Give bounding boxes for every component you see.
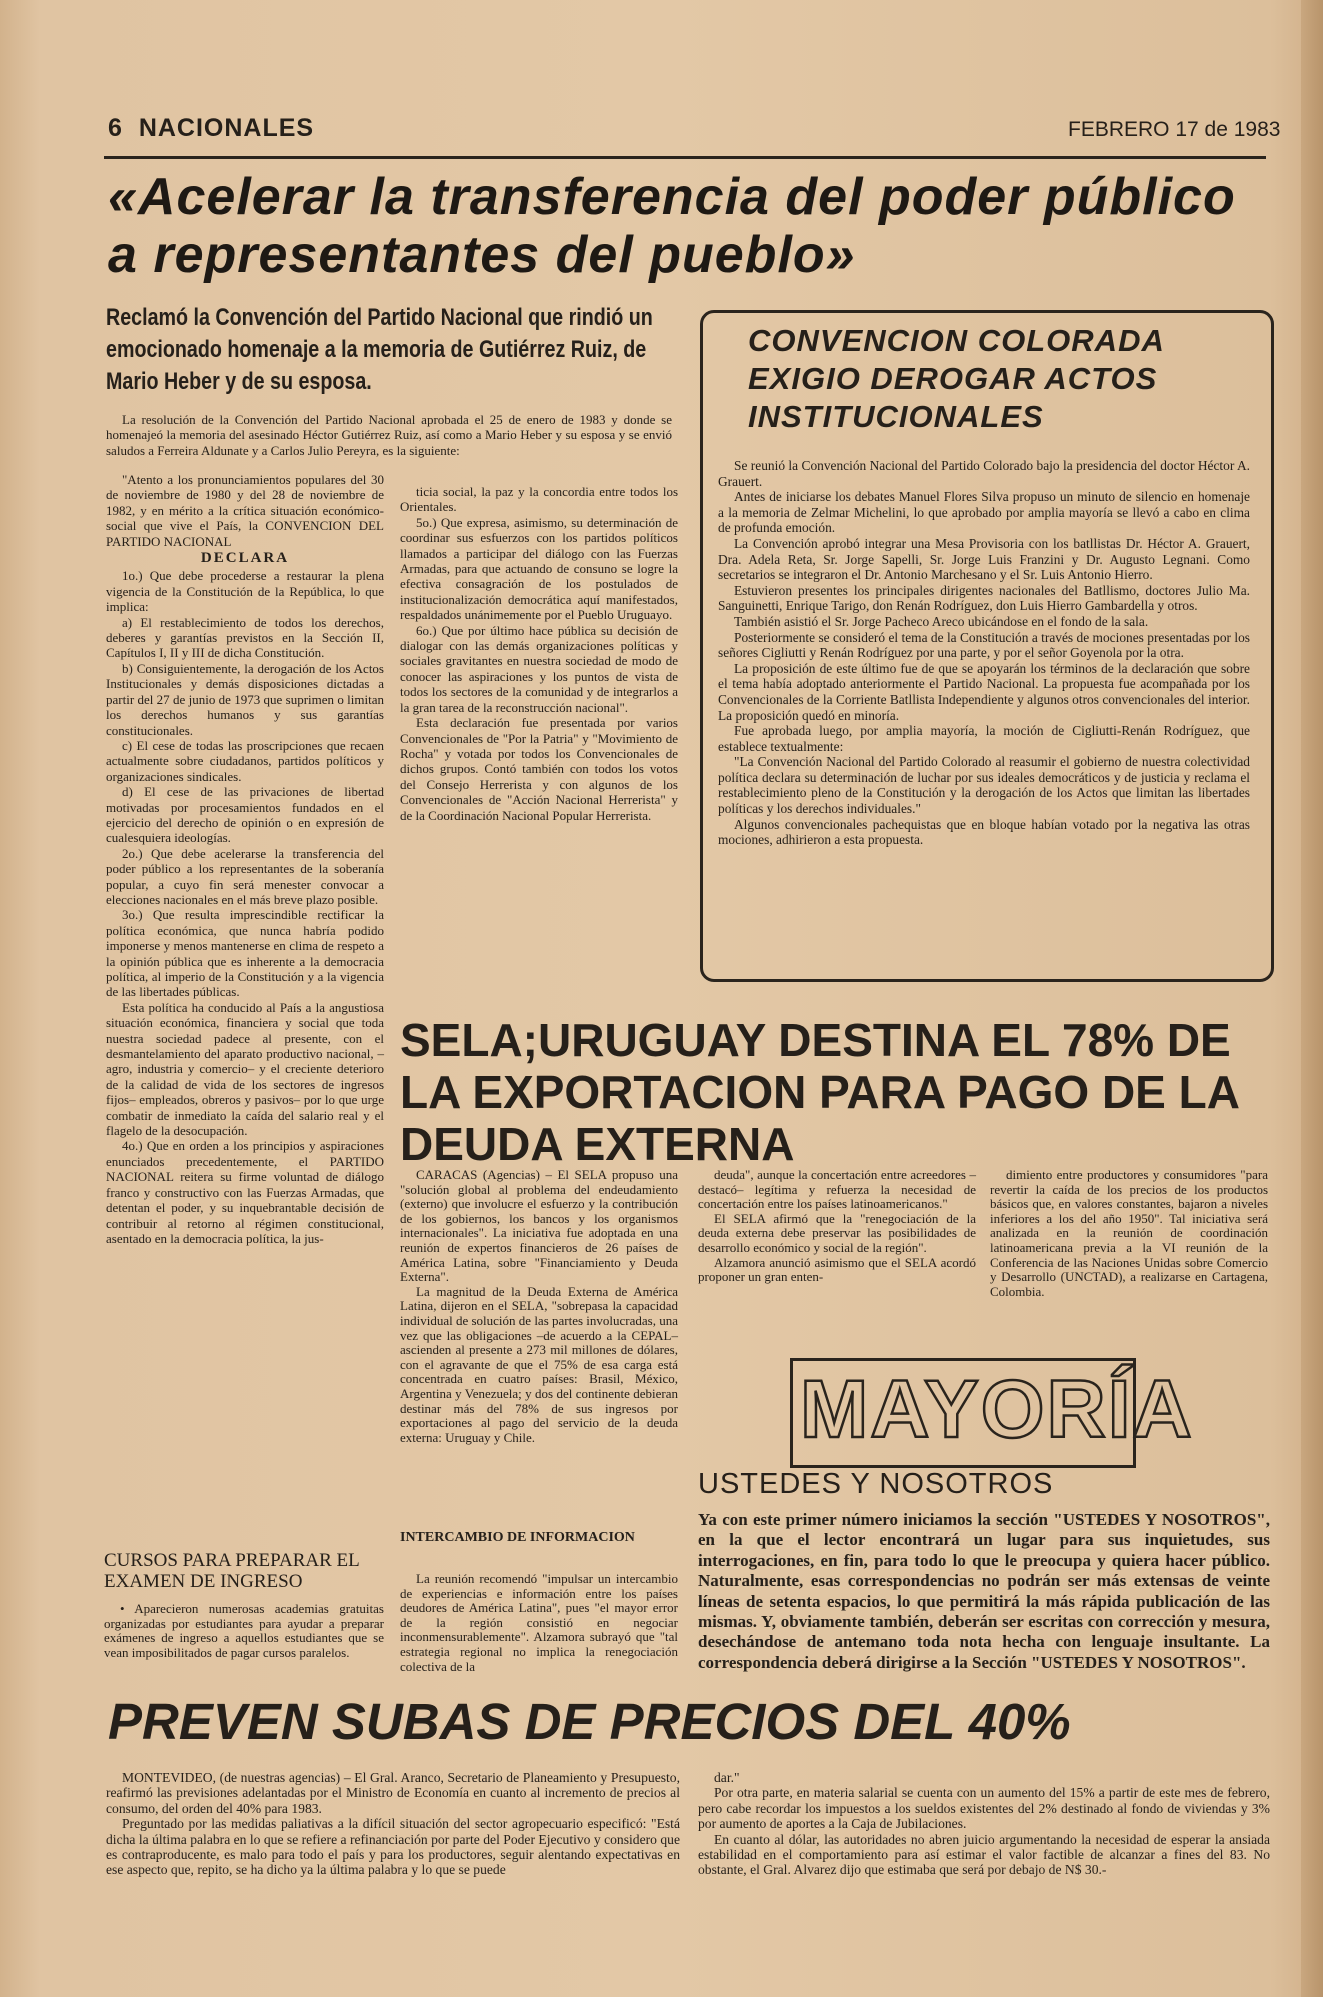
article-paragraph: Se reunió la Convención Nacional del Partido Colorado bajo la presidencia del doctor Héctor A. Grauert.: [718, 458, 1250, 489]
page-section-header: [108, 114, 314, 143]
article-paragraph: MONTEVIDEO, (de nuestras agencias) – El Gral. Aranco, Secretario de Planeamiento y Presupuesto, reafirmó las previsiones adelantadas por el Ministro de Economía en cuanto al incremento de precios al consumo, del orden del 40% para 1983.: [106, 1770, 680, 1816]
article-paragraph: También asistió el Sr. Jorge Pacheco Areco ubicándose en el fondo de la sala.: [734, 613, 1149, 629]
colorada-headline: CONVENCION COLORADA EXIGIO DEROGAR ACTOS INSTITUCIONALES: [748, 323, 1164, 434]
preven-column-1: [106, 1770, 680, 1878]
main-subheadline: Reclamó la Convención del Partido Nacional que rindió un emocionado homenaje a la memoria de Gutiérrez Ruiz, de Mario Heber y de su esposa.: [106, 304, 653, 395]
article-paragraph: La Convención aprobó integrar una Mesa Provisoria con los batllistas Dr. Héctor A. Grauert, Dra. Adela Reta, Sr. Jorge Sapelli, Sr. Jorge Luis Franzini y Dr. Augusto Legnani. Como secretarios se integraron el Dr. Antonio Marchesano y el Sr. Luis Antonio Hierro.: [718, 535, 1250, 583]
article-paragraph: Preguntado por las medidas paliativas a la difícil situación del sector agropecuario especificó: "Está dicha la última palabra en lo que se refiere a refinanciación por parte del Poder Ejecutivo y considero que es contraproducente, es malo para todo el país y para los productores, seguir alentando expectativas en ese aspecto que, repito, se ha dicho ya la última palabra y lo que se puede: [106, 1816, 680, 1878]
page-number: 6: [108, 114, 123, 142]
intercambio-body: [400, 1572, 678, 1674]
article-paragraph: 3o.) Que resulta imprescindible rectificar la política económica, que nunca habría podido imponerse y menos mantenerse en clima de respeto a la opinión pública que es inherente a la democracia política, al imperio de la Constitución y a la vigencia de las libertades públicas.: [106, 907, 384, 1000]
article-paragraph: dimiento entre productores y consumidores "para revertir la caída de los precios de los productos básicos que, en valores constantes, bajaron a niveles inferiores a los del año 1950". Tal iniciativa será analizada en la reunión de coordinación latinoamericana previa a la VI reunión de la Conferencia de las Naciones Unidas sobre Comercio y Desarrollo (UNCTAD), a realizarse en Cartagena, Colombia.: [990, 1167, 1268, 1299]
mayoria-logo: MAYORÍA: [800, 1364, 1194, 1455]
article-paragraph: Fue aprobada luego, por amplia mayoría, la moción de Cigliutti-Renán Rodríguez, que establece textualmente:: [718, 723, 1250, 754]
header-rule: [104, 156, 1266, 159]
main-intro: [106, 412, 672, 458]
main-column-1: [106, 472, 384, 1246]
article-paragraph: Por otra parte, en materia salarial se cuenta con un aumento del 15% a partir de este mes de febrero, pero cabe recordar los impuestos a los sueldos existentes del 2% destinado al fondo de viviendas y 3% por aumento de aportes a la Caja de Jubilaciones.: [698, 1785, 1270, 1832]
cursos-headline: CURSOS PARA PREPARAR EL EXAMEN DE INGRESO: [104, 1550, 360, 1592]
article-paragraph: • Aparecieron numerosas academias gratuitas organizadas por estudiantes para ayudar a preparar exámenes de ingreso a aquellos estudiantes que se vean imposibilitados de pagar cursos paralelos.: [104, 1601, 384, 1660]
sela-column-2: [698, 1168, 976, 1285]
article-paragraph: La magnitud de la Deuda Externa de América Latina, dijeron en el SELA, "sobrepasa la capacidad individual de solución de las partes involucradas, una vez que las obligaciones –de acuerdo a la CEPAL– ascienden al presente a 273 mil millones de dólares, con el agravante de que el 75% de esa carga está concentrada en cuatro países: Brasil, México, Argentina y Venezuela; y dos del continente debieran destinar más del 78% de sus ingresos por exportaciones al pago del servicio de la deuda externa: Uruguay y Chile.: [400, 1283, 678, 1445]
sela-column-1: [400, 1168, 678, 1445]
article-paragraph: El SELA afirmó que la "renegociación de la deuda externa debe preservar las posibilidades de desarrollo económico y social de la región".: [698, 1210, 976, 1255]
article-paragraph: Algunos convencionales pachequistas que en bloque habían votado por la negativa las otras mociones, adhirieron a esta propuesta.: [718, 816, 1250, 848]
main-column-2: [400, 484, 678, 823]
article-paragraph: Esta política ha conducido al País a la angustiosa situación económica, financiera y social que toda nuestra sociedad padece al presente, con el desmantelamiento del aparato productivo nacional, –agro, industria y comercio– y el creciente deterioro de la calidad de vida de los sectores de ingresos fijos– empleados, obreros y pasivos– por lo que urge combatir de inmediato la caída del salario real y el flagelo de la desocupación.: [106, 999, 384, 1139]
article-paragraph: En cuanto al dólar, las autoridades no abren juicio argumentando la necesidad de esperar la ansiada estabilidad en el comportamiento para así estimar el valor factible de alcanzar a fines del 83. No obstante, el Gral. Alvarez dijo que estimaba que será por debajo de N$ 30.-: [698, 1831, 1270, 1878]
article-paragraph: CARACAS (Agencias) – El SELA propuso una "solución global al problema del endeudamiento (externo) que involucre el esfuerzo y la contribución de los gobiernos, los bancos y los organismos internacionales". La iniciativa fue adoptada en una reunión de expertos financieros de 26 países de América Latina, sobre "Financiamiento y Deuda Externa".: [400, 1167, 678, 1285]
article-paragraph: a) El restablecimiento de todos los derechos, deberes y garantías previstos en la Sección II, Capítulos I, II y III de dicha Constitución.: [106, 614, 384, 661]
preven-headline: PREVEN SUBAS DE PRECIOS DEL 40%: [108, 1693, 1071, 1750]
ustedes-y-nosotros-body: Ya con este primer número iniciamos la sección "USTEDES Y NOSOTROS", en la que el lector encontrará un lugar para sus inquietudes, sus interrogaciones, en fin, para todo lo que le preocupa y quiera hacer público. Naturalmente, esas correspondencias no podrán ser más extensas de veinte líneas de setenta espacios, lo que permitirá la más rápida publicación de las mismas. Y, obviamente también, deberán ser escritas con corrección y mesura, desechándose de antemano toda nota hecha con lenguaje insultante. La correspondencia deberá dirigirse a la Sección "USTEDES Y NOSOTROS".: [698, 1510, 1270, 1672]
article-paragraph: Estuvieron presentes los principales dirigentes nacionales del Batllismo, doctores Julio Ma. Sanguinetti, Enrique Tarigo, don Renán Rodríguez, don Luis Hierro Gambardella y otros.: [718, 582, 1250, 614]
cursos-body: [104, 1602, 384, 1660]
declara-heading: DECLARA: [200, 550, 290, 567]
preven-column-2: [698, 1770, 1270, 1878]
article-paragraph: 1o.) Que debe procederse a restaurar la plena vigencia de la Constitución de la República, lo que implica:: [106, 568, 384, 615]
colorada-body: [718, 458, 1250, 848]
article-paragraph: "La Convención Nacional del Partido Colorado al reasumir el gobierno de nuestra colectividad política declara su determinación de luchar por sus ideales democráticos y de justicia y reclama el restablecimiento pleno de la Constitución y la derogación de los Actos que limitan las libertades políticas y los derechos individuales.": [718, 754, 1250, 817]
article-paragraph: La proposición de este último fue de que se apoyarán los términos de la declaración que sobre el tema había adoptado anteriormente el Partido Nacional. La propuesta fue acompañada por los Convencionales de la Corriente Batllista Independiente y algunos otros convencionales del interior. La proposición quedó en minoría.: [718, 660, 1250, 723]
sela-headline: SELA;URUGUAY DESTINA EL 78% DE LA EXPORTACION PARA PAGO DE LA DEUDA EXTERNA: [400, 1014, 1239, 1170]
sela-column-3: [990, 1168, 1268, 1299]
article-paragraph: "Atento a los pronunciamientos populares del 30 de noviembre de 1980 y del 28 de noviembre de 1982, y en mérito a la crítica situación económico-social que vive el País, la CONVENCION DEL PARTIDO NACIONAL: [106, 472, 384, 549]
article-paragraph: Antes de iniciarse los debates Manuel Flores Silva propuso un minuto de silencio en homenaje a la memoria de Zelmar Michelini, lo que aprobado por amplia mayoría se llevó a cabo en clima de profunda emoción.: [718, 489, 1250, 536]
article-paragraph: d) El cese de las privaciones de libertad motivadas por procesamientos fundados en el ejercicio del derecho de opinión o en expresión de cualesquiera ideologías.: [106, 784, 384, 846]
article-paragraph: 6o.) Que por último hace pública su decisión de dialogar con las demás organizaciones políticas y sociales gravitantes en nuestra sociedad de modo de conocer las aspiraciones y los puntos de vista de todos los sectores de la comunidad y de integrarlos a la gran tarea de la reconstrucción nacional".: [400, 622, 678, 715]
article-paragraph: Alzamora anunció asimismo que el SELA acordó proponer un gran enten-: [698, 1254, 976, 1285]
article-paragraph: 2o.) Que debe acelerarse la transferencia del poder público a los representantes de la soberanía popular, a cuyo fin será menester convocar a elecciones nacionales en el más breve plazo posible.: [106, 845, 384, 907]
article-paragraph: b) Consiguientemente, la derogación de los Actos Institucionales y demás disposiciones dictadas a partir del 27 de junio de 1973 que suprimen o limitan los derechos humanos y sus garantías constitucionales.: [106, 660, 384, 738]
article-paragraph: ticia social, la paz y la concordia entre todos los Orientales.: [400, 484, 678, 515]
ustedes-y-nosotros-heading: USTEDES Y NOSOTROS: [698, 1468, 1054, 1500]
issue-date: FEBRERO 17 de 1983: [1068, 118, 1281, 141]
page-fold: [1301, 0, 1323, 1997]
article-paragraph: deuda", aunque la concertación entre acreedores –destacó– legítima y refuerza la necesidad de concertación entre los países latinoamericanos.": [698, 1167, 976, 1212]
intro-paragraph: La resolución de la Convención del Partido Nacional aprobada el 25 de enero de 1983 y donde se homenajeó la memoria del asesinado Héctor Gutiérrez Ruiz, así como a Mario Heber y su esposa y se envió saludos a Ferreira Aldunate y a Carlos Julio Pereyra, es la siguiente:: [106, 412, 672, 458]
article-paragraph: dar.": [714, 1770, 740, 1785]
article-paragraph: 4o.) Que en orden a los principios y aspiraciones enunciados precedentemente, el PARTIDO NACIONAL reitera su firme voluntad de diálogo franco y constructivo con las Fuerzas Armadas, que detentan el poder, y su inquebrantable decisión de contribuir al retorno al régimen constitucional, asentado en la democracia política, la jus-: [106, 1138, 384, 1246]
article-paragraph: Posteriormente se consideró el tema de la Constitución a través de mociones presentadas por los señores Cigliutti y Renán Rodríguez por una parte, y por el señor Goyenola por la otra.: [718, 629, 1250, 661]
article-paragraph: 5o.) Que expresa, asimismo, su determinación de coordinar sus esfuerzos con los partidos políticos llamados a participar del diálogo con las Fuerzas Armadas, para que actuando de consuno se logre la efectiva consagración de los postulados de institucionalización democrática aquí manifestados, respaldados unánimemente por el Pueblo Uruguayo.: [400, 514, 678, 623]
article-paragraph: La reunión recomendó "impulsar un intercambio de experiencias e información entre los países deudores de América Latina", pues "el mayor error de la región consistió en negociar inconmensurablemente". Alzamora subrayó que "tal estrategia regional no implica la renegociación colectiva de la: [400, 1571, 678, 1674]
intercambio-heading: INTERCAMBIO DE INFORMACION: [400, 1530, 635, 1545]
main-headline: «Acelerar la transferencia del poder público a representantes del pueblo»: [108, 168, 1236, 284]
article-paragraph: c) El cese de todas las proscripciones que recaen actualmente sobre ciudadanos, partidos políticos y organizaciones sindicales.: [106, 737, 384, 784]
article-paragraph: Esta declaración fue presentada por varios Convencionales de "Por la Patria" y "Movimiento de Rocha" y votada por todos los Convencionales de dichos grupos. Contó también con todos los votos del Consejo Herrerista y con algunos de los Convencionales de "Acción Nacional Herrerista" y de la Coordinación Nacional Popular Herrerista.: [400, 715, 678, 823]
section-name: NACIONALES: [138, 114, 315, 142]
